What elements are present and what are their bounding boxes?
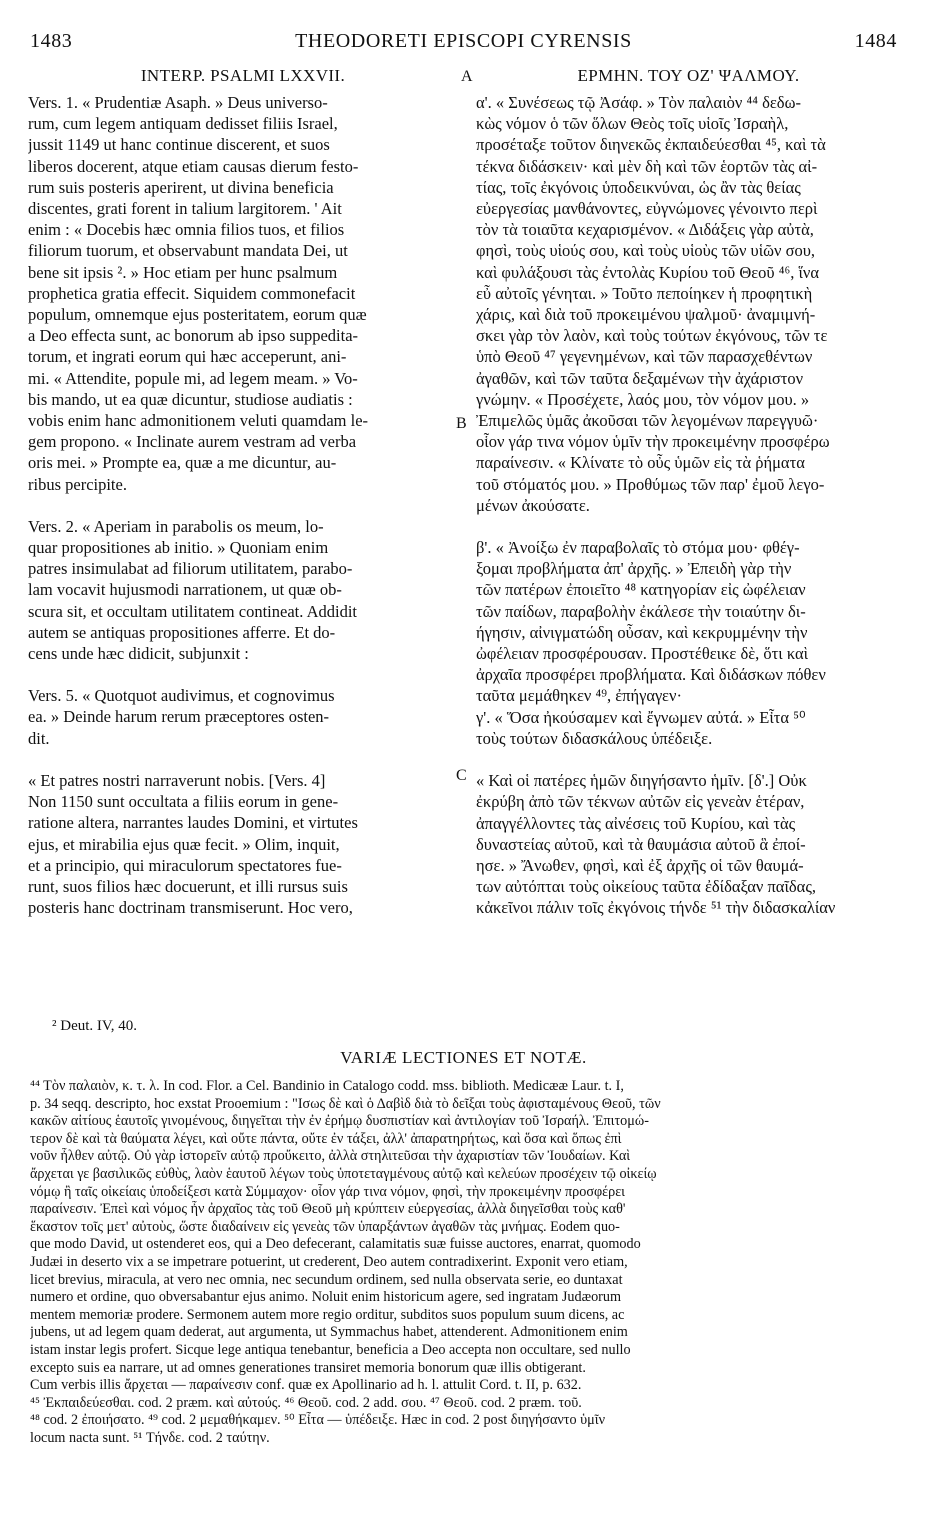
note-line: numero et ordine, quo obversabantur ejus animo. Noluit enim historicum agere, sed ingratam Judæorum [30,1289,622,1306]
greek-paragraph [476,537,901,749]
latin-paragraph [28,685,458,749]
greek-line: ξομαι προβλήματα ἀπ' ἀρχῆς. » Ἐπειδὴ γὰρ τὴν [476,559,792,579]
variae-lectiones-title: VARIÆ LECTIONES ET NOTÆ. [340,1048,587,1067]
greek-paragraph [476,770,901,918]
latin-line: liberos docerent, atque etiam causas dierum festo- [28,156,359,176]
page-number-left: 1483 [30,30,73,52]
note-line: p. 34 seqq. descripto, hoc exstat Prooemium : "Ισως δὲ καὶ ὁ Δαβὶδ διὰ τὸ δεῖξαι τοὺς ἀφισταμένους Θεοῦ, τῶν [30,1095,661,1112]
note-line: νόμῳ ἢ ταῖς οἰκείαις ὑποδείξεσι κατὰ Σύμμαχον· οἷον γάρ τινα νόμον, φησὶ, τὴν προκειμένην προσφέρει [30,1183,625,1200]
note-line: locum nacta sunt. ⁵¹ Τήνδε. cod. 2 ταύτην. [30,1429,270,1446]
note-line: que modo David, ut ostenderet eos, qui a Deo defecerant, calamitatis suæ fuisse auctores, enarrat, quomodo [30,1236,641,1253]
greek-line: μένων ἀκούσατε. [476,495,590,515]
greek-line: κὼς νόμον ὁ τῶν ὅλων Θεὸς τοῖς υἱοῖς Ἰσραὴλ, [476,114,789,134]
latin-line: autem se antiquas propositiones afferre. Et do- [28,622,336,642]
greek-line: α'. « Συνέσεως τῷ Ἀσάφ. » Τὸν παλαιὸν ⁴⁴ δεδω- [476,93,801,112]
greek-line: τίας, τοῖς ἐκγόνοις ὑποδεικνύναι, ὡς ἂν τὰς θείας [476,177,801,197]
latin-line: prophetica gratia effecit. Siquidem commonefacit [28,283,356,303]
latin-line: posteris hanc doctrinam transmiserunt. Hoc vero, [28,898,353,918]
greek-line: τέκνα διδάσκειν· καὶ μὲν δὴ καὶ τῶν ἑορτῶν τὰς αἰ- [476,156,818,176]
greek-column [476,66,901,940]
latin-heading: INTERP. PSALMI LXXVII. [140,66,346,85]
greek-line: προσέταξε τοῦτον διηνεκῶς ἐκπαιδεύεσθαι ⁴⁵, καὶ τὰ [476,135,826,155]
latin-line: enim : « Docebis hæc omnia filios tuos, et filios [28,220,345,240]
greek-line: ήγησιν, αἰνιγματώδη οὖσαν, καὶ κεκρυμμένην τὴν [476,622,808,642]
greek-line: σκει γὰρ τὸν λαὸν, καὶ τοὺς τούτων ἐκγόνους, τῶν τε [476,326,828,346]
note-line: κακῶν αἰτίους ἑαυτοῖς γινομένους, διηγεῖται τὴν ἐν ἐρήμῳ δυσπιστίαν καὶ ἀντιλογίαν τοῦ Ἰσραήλ. Ἐπιτομώ- [30,1113,649,1130]
latin-line: cens unde hæc didicit, subjunxit : [28,644,249,664]
greek-line: κἀκεῖνοι πάλιν τοῖς ἐκγόνοις τήνδε ⁵¹ τὴν διδασκαλίαν [476,898,836,918]
latin-paragraph [28,516,458,664]
latin-line: jussit 1149 ut hanc continue discerent, et suos [28,135,330,155]
latin-line: et a principio, qui miraculorum spectatores fue- [28,855,342,875]
greek-line: ταῦτα μεμάθηκεν ⁴⁹, ἐπήγαγεν· [476,686,682,706]
latin-line: vobis enim hanc admonitionem veluti quamdam le- [28,411,369,431]
greek-line: γνώμην. « Προσέχετε, λαός μου, τὸν νόμον μου. » [476,389,810,409]
greek-line: τοὺς τούτων διδασκάλους ὑπέδειξε. [476,728,713,748]
greek-heading: ΕΡΜΗΝ. ΤΟΥ ΟΖ' ΨΑΛΜΟΥ. [577,66,800,85]
greek-line: ὑπὸ Θεοῦ ⁴⁷ γεγενημένων, καὶ τῶν παρασχεθέντων [476,347,813,367]
latin-line: bis mando, ut ea quæ dicuntur, studiose audiatis : [28,389,353,409]
latin-line: discentes, grati forent in talium largitorem. ' Ait [28,199,342,219]
greek-line: παραίνεσιν. « Κλίνατε τὸ οὖς ὑμῶν εἰς τὰ ῥήματα [476,453,805,473]
latin-line: bene sit ipsis ². » Hoc etiam per hunc psalmum [28,262,338,282]
greek-line: τῶν παίδων, παραβολὴν ἐκάλεσε τὴν τοιαύτην δι- [476,601,806,621]
section-marker-b: B [456,415,467,432]
latin-line: « Et patres nostri narraverunt nobis. [Vers. 4] [28,770,326,790]
latin-line: a Deo effecta sunt, ac bonorum ab ipso suppedita- [28,326,359,346]
greek-line: εὖ αὐτοῖς γένηται. » Τοῦτο πεποίηκεν ἡ προφητικὴ [476,283,813,303]
greek-line: « Καὶ οἱ πατέρες ἡμῶν διηγήσαντο ἡμῖν. [δ'.] Οὐκ [476,771,807,791]
latin-line: dit. [28,728,50,748]
latin-line: scura sit, et occultam utilitatem contineat. Addidit [28,601,358,621]
latin-paragraph [28,92,458,495]
section-marker-a: A [461,68,473,85]
latin-line: ribus percipite. [28,474,127,494]
latin-line: Vers. 5. « Quotquot audivimus, et cognovimus [28,686,335,706]
greek-line: β'. « Ἀνοίξω ἐν παραβολαῖς τὸ στόμα μου· φθέγ- [476,538,800,558]
greek-line: γ'. « Ὅσα ἠκούσαμεν καὶ ἔγνωμεν αὐτά. » Εἶτα ⁵⁰ [476,707,806,727]
latin-line: runt, suos filios hæc docuerunt, et illi rursus suis [28,876,348,896]
note-line: ⁴⁴ Τὸν παλαιὸν, κ. τ. λ. In cod. Flor. a Cel. Bandinio in Catalogo codd. mss. biblioth. Medicææ Laur. t. I, [30,1078,624,1094]
latin-line: quar propositiones ab initio. » Quoniam enim [28,538,329,558]
greek-line: ὠφέλειαν προσφέρουσαν. Προστέθεικε δὲ, ὅτι καὶ [476,644,809,664]
page-number-right: 1484 [854,30,897,52]
note-line: τερον δὲ καὶ τὰ θαύματα λέγει, καὶ οὔτε πάντα, οὔτε ἐν τάξει, ἀλλ' ἀπαρατηρήτως, καὶ ὅσα καὶ ὅπως ἐπὶ [30,1130,622,1147]
greek-line: καὶ φυλάξουσι τὰς ἐντολὰς Κυρίου τοῦ Θεοῦ ⁴⁶, ἵνα [476,262,820,282]
note-line: mentem memoriæ prodere. Sermonem autem more regio orditur, subditos suos populum suum dicens, ac [30,1306,625,1323]
running-head [30,30,897,58]
note-line: jubens, ut ad legem quam dederat, aut argumenta, ut Symmachus habet, attenderent. Admonitionem enim [30,1324,628,1341]
greek-paragraph [476,92,901,516]
latin-paragraph [28,770,458,918]
greek-line: Ἐπιμελῶς ὑμᾶς ἀκοῦσαι τῶν λεγομένων παρεγγυῶ· [476,411,819,431]
latin-line: ejus, et mirabilia ejus quæ fecit. » Olim, inquit, [28,834,340,854]
note-line: licet brevius, miracula, at vero nec omnia, nec secundum ordinem, sed nulla observata serie, eo duntaxat [30,1271,623,1288]
latin-line: Non 1150 sunt occultata a filiis eorum in gene- [28,792,339,812]
notes-block [30,1078,899,1447]
latin-line: filiorum tuorum, et observabunt mandata Dei, ut [28,241,348,261]
latin-line: mi. « Attendite, popule mi, ad legem meam. » Vo- [28,368,358,388]
note-line: ἕκαστον τοῖς μετ' αὐτοὺς, ὥστε διαδαίνειν εἰς γενεὰς τῶν ὑπαρξάντων ἀγαθῶν τὰς μνήμας. Eodem quo- [30,1218,620,1235]
latin-line: rum, cum legem antiquam dedisset filiis Israel, [28,114,338,134]
greek-line: τοῦ στόματός μου. » Προθύμως τῶν παρ' ἐμοῦ λεγο- [476,474,825,494]
latin-line: Vers. 2. « Aperiam in parabolis os meum, lo- [28,516,324,536]
note-line: παραίνεσιν. Ἐπεὶ καὶ νόμος ἦν ἀρχαῖος τὰς τοῦ Θεοῦ μὴ κρύπτειν εὐεργεσίας, ἀλλὰ διηγεῖσθαι τοὺς καθ' [30,1201,626,1218]
note-line: Cum verbis illis ἄρχεται — παραίνεσιν conf. quæ ex Apollinario ad h. l. attulit Cord. t. II, p. 632. [30,1377,582,1394]
latin-line: Vers. 1. « Prudentiæ Asaph. » Deus universo- [28,93,328,112]
latin-line: lam vocavit hujusmodi narrationem, ut quæ ob- [28,580,342,600]
note-line: ⁴⁸ cod. 2 ἐποιήσατο. ⁴⁹ cod. 2 μεμαθήκαμεν. ⁵⁰ Εἶτα — ὑπέδειξε. Hæc in cod. 2 post διηγήσαντο ὑμῖν [30,1412,606,1429]
greek-line: εὐεργεσίας μανθάνοντες, εὐγνώμονες γένοιντο περὶ [476,199,818,219]
greek-line: φησὶ, τοὺς υἱούς σου, καὶ τοὺς υἱοὺς τῶν υἱῶν σου, [476,241,816,261]
greek-line: τῶν πατέρων ἐποιεῖτο ⁴⁸ κατηγορίαν εἰς ὠφέλειαν [476,580,806,600]
greek-line: ἀπαγγέλλοντες τὰς αἰνέσεις τοῦ Κυρίου, καὶ τὰς [476,813,796,833]
greek-line: ἀρχαῖα προσφέρει προβλήματα. Καὶ διδάσκων πόθεν [476,665,826,685]
latin-line: torum, et ingrati eorum qui hæc acceperunt, ani- [28,347,347,367]
section-marker-c: C [456,767,467,784]
latin-line: ea. » Deinde harum rerum præceptores osten- [28,707,330,727]
latin-column [28,66,458,939]
greek-line: ησε. » Ἄνωθεν, φησὶ, καὶ ἐξ ἀρχῆς οἱ τῶν θαυμά- [476,855,804,875]
greek-line: χάρις, καὶ διὰ τοῦ προκειμένου ψαλμοῦ· ἀναμιμνή- [476,305,816,325]
latin-line: gem propono. « Inclinate aurem vestram ad verba [28,432,357,452]
greek-line: τὸν τὰ τοιαῦτα κεχαρισμένον. « Διδάξεις γὰρ αὐτὰ, [476,220,814,240]
note-line: ἄρχεται γε βασιλικῶς εὐθὺς, λαὸν ἑαυτοῦ λέγων τοὺς ὑποτεταγμένους αὐτῷ καὶ κελεύων προσέχειν τῷ οἰκείῳ [30,1165,657,1182]
note-line: istam instar legis profert. Sicque lege antiqua tenebantur, beneficia a Deo accepta non occultare, sed nullo [30,1341,631,1358]
note-line: ⁴⁵ Ἐκπαιδεύεσθαι. cod. 2 præm. καὶ αὐτούς. ⁴⁶ Θεοῦ. cod. 2 add. σου. ⁴⁷ Θεοῦ. cod. 2 præm. τοῦ. [30,1394,582,1411]
note-line: Judæi in deserto vix a se impetrare potuerint, ut crederent, Deo autem contradixerint. Exponit vero etiam, [30,1253,628,1270]
note-line: excepto suis ea narrare, ut ad omnes generationes transiret memoria bonorum quæ illis obtigerant. [30,1359,586,1376]
greek-line: των αὐτόπται τοὺς οἰκείους ταῦτα ἐδίδαξαν παῖδας, [476,877,816,897]
greek-line: ἐκρύβη ἀπὸ τῶν τέκνων αὐτῶν εἰς γενεὰν ἑτέραν, [476,792,805,812]
note-line: νοῦν ἦλθεν αὐτῷ. Οὐ γὰρ ἱστορεῖν αὐτῷ προὔκειτο, ἀλλὰ στηλιτεῦσαι τὴν ἀχαριστίαν τῶν Ἰουδαίων. Καὶ [30,1148,631,1165]
latin-line: populum, omnemque ejus posteritatem, eorum quæ [28,305,367,325]
greek-line: δυναστείας αὐτοῦ, καὶ τὰ θαυμάσια αὐτοῦ ἃ ἐποί- [476,834,806,854]
footnote: ² Deut. IV, 40. [52,1018,138,1034]
greek-line: οἷον γάρ τινα νόμον ὑμῖν τὴν προκειμένην προσφέρω [476,432,830,452]
latin-line: ratione altera, narrantes laudes Domini, et virtutes [28,813,358,833]
greek-line: ἀγαθῶν, καὶ τῶν ταῦτα δεξαμένων τὴν ἀχάριστον [476,368,804,388]
latin-line: rum suis posteris aperirent, ut divina beneficia [28,177,334,197]
latin-line: patres insimulabat ad filiorum utilitatem, parabo- [28,559,353,579]
running-title: THEODORETI EPISCOPI CYRENSIS [295,30,632,52]
latin-line: oris mei. » Prompte ea, quæ a me dicuntur, au- [28,453,337,473]
